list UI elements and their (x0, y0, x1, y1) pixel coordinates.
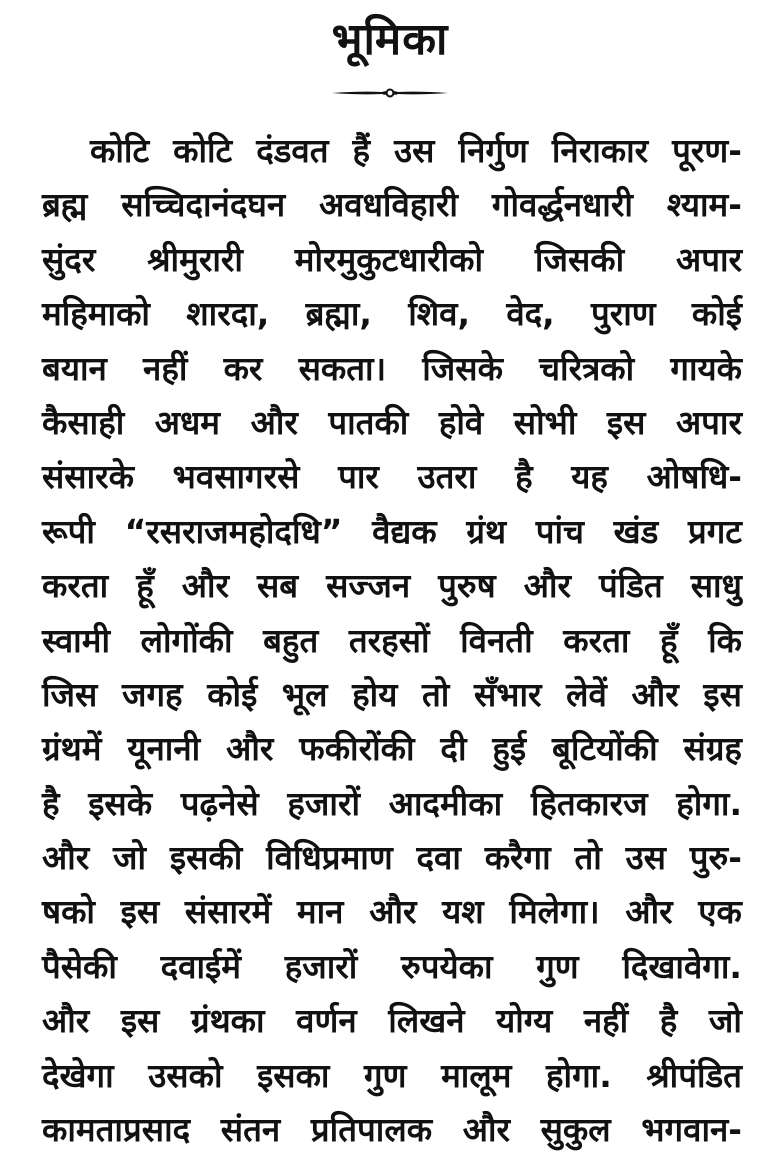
word: प्रतिपालक (310, 1110, 433, 1150)
word: और (250, 402, 298, 442)
word: हजारों (287, 783, 361, 823)
word: निराकार (551, 131, 649, 170)
word: और (523, 566, 571, 606)
word: मोरमुकुटधारीको (294, 239, 484, 279)
word: और (226, 729, 274, 769)
word: इसकी (169, 838, 243, 878)
word: पातकी (328, 402, 409, 442)
word: हैं (352, 131, 371, 170)
word: लेवें (566, 674, 607, 714)
word: षको (42, 892, 95, 932)
word: अधम (154, 402, 221, 442)
word: इस (120, 892, 160, 932)
word: मान (296, 892, 344, 932)
word: कर (223, 348, 263, 388)
word: पार (338, 457, 379, 497)
word: यूनानी (127, 729, 201, 769)
word: ब्रह्मा, (305, 294, 372, 334)
word: यश (442, 892, 484, 932)
text-line (42, 450, 742, 504)
word: भगवान- (641, 1110, 742, 1150)
word: पूरण- (672, 131, 742, 170)
word: महिमाको (42, 294, 150, 334)
word: संसारमें (184, 892, 272, 932)
word: जिसकी (534, 239, 625, 279)
word: अपार (675, 402, 742, 442)
text-line (42, 178, 742, 232)
word: बयान (42, 348, 107, 388)
word: इस (703, 674, 742, 714)
word: सज्जन (326, 566, 411, 606)
word: सकता। (298, 348, 387, 388)
word: और (625, 892, 673, 932)
word: है (659, 1001, 678, 1041)
word: संसारके (42, 457, 135, 497)
word: होवे (438, 402, 484, 442)
word: होगा. (546, 1055, 612, 1095)
text-line (42, 940, 742, 994)
word: पुरुष (438, 566, 496, 606)
word: श्रीमुरारी (147, 239, 243, 279)
word: विनती (460, 620, 533, 660)
ornament-divider-icon (330, 86, 450, 100)
word: कैसाही (42, 402, 125, 442)
word: अवधविहारी (319, 185, 458, 225)
word: ओषधि- (646, 457, 742, 497)
text-line (42, 885, 742, 939)
word: हजारों (284, 946, 358, 986)
word: वेद, (506, 294, 555, 334)
word: कोई (691, 294, 742, 334)
word: तो (421, 674, 450, 714)
word: पांच (535, 511, 584, 551)
word: लिखने (388, 1001, 465, 1041)
word: भवसागरसे (172, 457, 300, 497)
word: प्रगट (687, 511, 742, 551)
word: और (42, 1001, 90, 1041)
word: उस (625, 838, 666, 878)
word: ग्रंथ (466, 511, 507, 551)
word: दवा (416, 838, 461, 878)
text-line (42, 396, 742, 450)
word: और (369, 892, 417, 932)
text-line (42, 342, 742, 396)
word: गुण (536, 946, 579, 986)
word: हुई (492, 729, 527, 769)
word: अपार (676, 239, 742, 279)
word: लोगोंकी (140, 620, 233, 660)
text-line (42, 559, 742, 613)
word: देखेगा (42, 1055, 114, 1095)
text-line (42, 287, 742, 341)
word: सँभार (473, 674, 542, 714)
text-line (42, 831, 742, 885)
word: गुण (364, 1055, 407, 1095)
word: ग्रंथमें (42, 729, 102, 769)
word: दी (440, 729, 467, 769)
word: इस (120, 1001, 160, 1041)
word: गायके (670, 348, 742, 388)
word: कामताप्रसाद (42, 1110, 191, 1150)
word: आदमीका (388, 783, 503, 823)
word: मालूम (441, 1055, 512, 1095)
word: रूपी (42, 511, 95, 551)
word: वर्णन (296, 1001, 357, 1041)
word: श्याम- (666, 185, 742, 225)
word: जिसके (422, 348, 503, 388)
word: सच्चिदानंदघन (121, 185, 286, 225)
text-line (42, 668, 742, 722)
word: इसके (88, 783, 153, 823)
word: नहीं (583, 1001, 629, 1041)
word: करता (42, 566, 109, 606)
word: करैगा (484, 838, 551, 878)
word: पढ़नेसे (180, 783, 259, 823)
word: कि (708, 620, 742, 660)
word: श्रीपंडित (646, 1055, 742, 1095)
word: संग्रह (683, 729, 742, 769)
word: इस (606, 402, 646, 442)
word: भूल (281, 674, 328, 714)
word: जो (113, 838, 147, 878)
text-line (42, 124, 742, 178)
word: हूँ (136, 566, 154, 606)
word: सब (257, 566, 299, 606)
text-line (42, 722, 742, 776)
word: पंडित (598, 566, 663, 606)
word: नहीं (143, 348, 188, 388)
word: कोटि (173, 131, 233, 170)
word: है (515, 457, 533, 497)
word: तरहसों (348, 620, 430, 660)
word: पैसेकी (42, 946, 117, 986)
text-line (42, 1049, 742, 1103)
word: हितकारज (530, 783, 648, 823)
word: स्वामी (42, 620, 111, 660)
word: रुपयेका (400, 946, 493, 986)
word: फकीरोंकी (299, 729, 415, 769)
word: शिव, (408, 294, 471, 334)
word: गोवर्द्धनधारी (491, 185, 633, 225)
word: वैद्यक (372, 511, 437, 551)
word: पुराण (590, 294, 656, 334)
word: जगह (121, 674, 183, 714)
word: दिखावेगा. (622, 946, 742, 986)
word: उतरा (417, 457, 477, 497)
word: साधु (690, 566, 742, 606)
preface-body (42, 124, 742, 1157)
text-line (42, 777, 742, 831)
word: चरित्रको (539, 348, 635, 388)
word: दवाईमें (160, 946, 241, 986)
word: होगा. (676, 783, 742, 823)
word: संतन (220, 1110, 281, 1150)
word: निर्गुण (458, 131, 528, 170)
word: और (462, 1110, 510, 1150)
text-line (42, 505, 742, 559)
word: शारदा, (186, 294, 270, 334)
word: ब्रह्म (42, 185, 88, 225)
word: उस (394, 131, 435, 170)
word: खंड (613, 511, 659, 551)
text-line (42, 233, 742, 287)
word: पुरु- (689, 838, 742, 878)
word: बूटियोंकी (552, 729, 658, 769)
word: सुकुल (540, 1110, 611, 1150)
word: बहुत (263, 620, 319, 660)
word: कोटि (90, 131, 150, 170)
word: सोभी (513, 402, 577, 442)
word: योग्य (496, 1001, 553, 1041)
word: करता (563, 620, 630, 660)
word: मिलेगा। (509, 892, 600, 932)
word: कोई (207, 674, 258, 714)
text-line (42, 1103, 742, 1157)
page-title: भूमिका (331, 14, 449, 65)
word: एक (698, 892, 742, 932)
word: होय (352, 674, 398, 714)
word: तो (574, 838, 602, 878)
word: “रसराजमहोदधि” (124, 511, 343, 551)
word: है (42, 783, 60, 823)
word: विधिप्रमाण (266, 838, 393, 878)
word: सुंदर (42, 239, 96, 279)
word: और (42, 838, 90, 878)
word: जिस (42, 674, 98, 714)
word: जो (708, 1001, 742, 1041)
word: यह (571, 457, 608, 497)
text-line (42, 614, 742, 668)
word: उसको (148, 1055, 223, 1095)
text-line (42, 994, 742, 1048)
word: हूँ (660, 620, 678, 660)
word: दंडवत (256, 131, 329, 170)
word: और (181, 566, 229, 606)
word: और (631, 674, 679, 714)
word: ग्रंथका (190, 1001, 265, 1041)
word: इसका (257, 1055, 330, 1095)
